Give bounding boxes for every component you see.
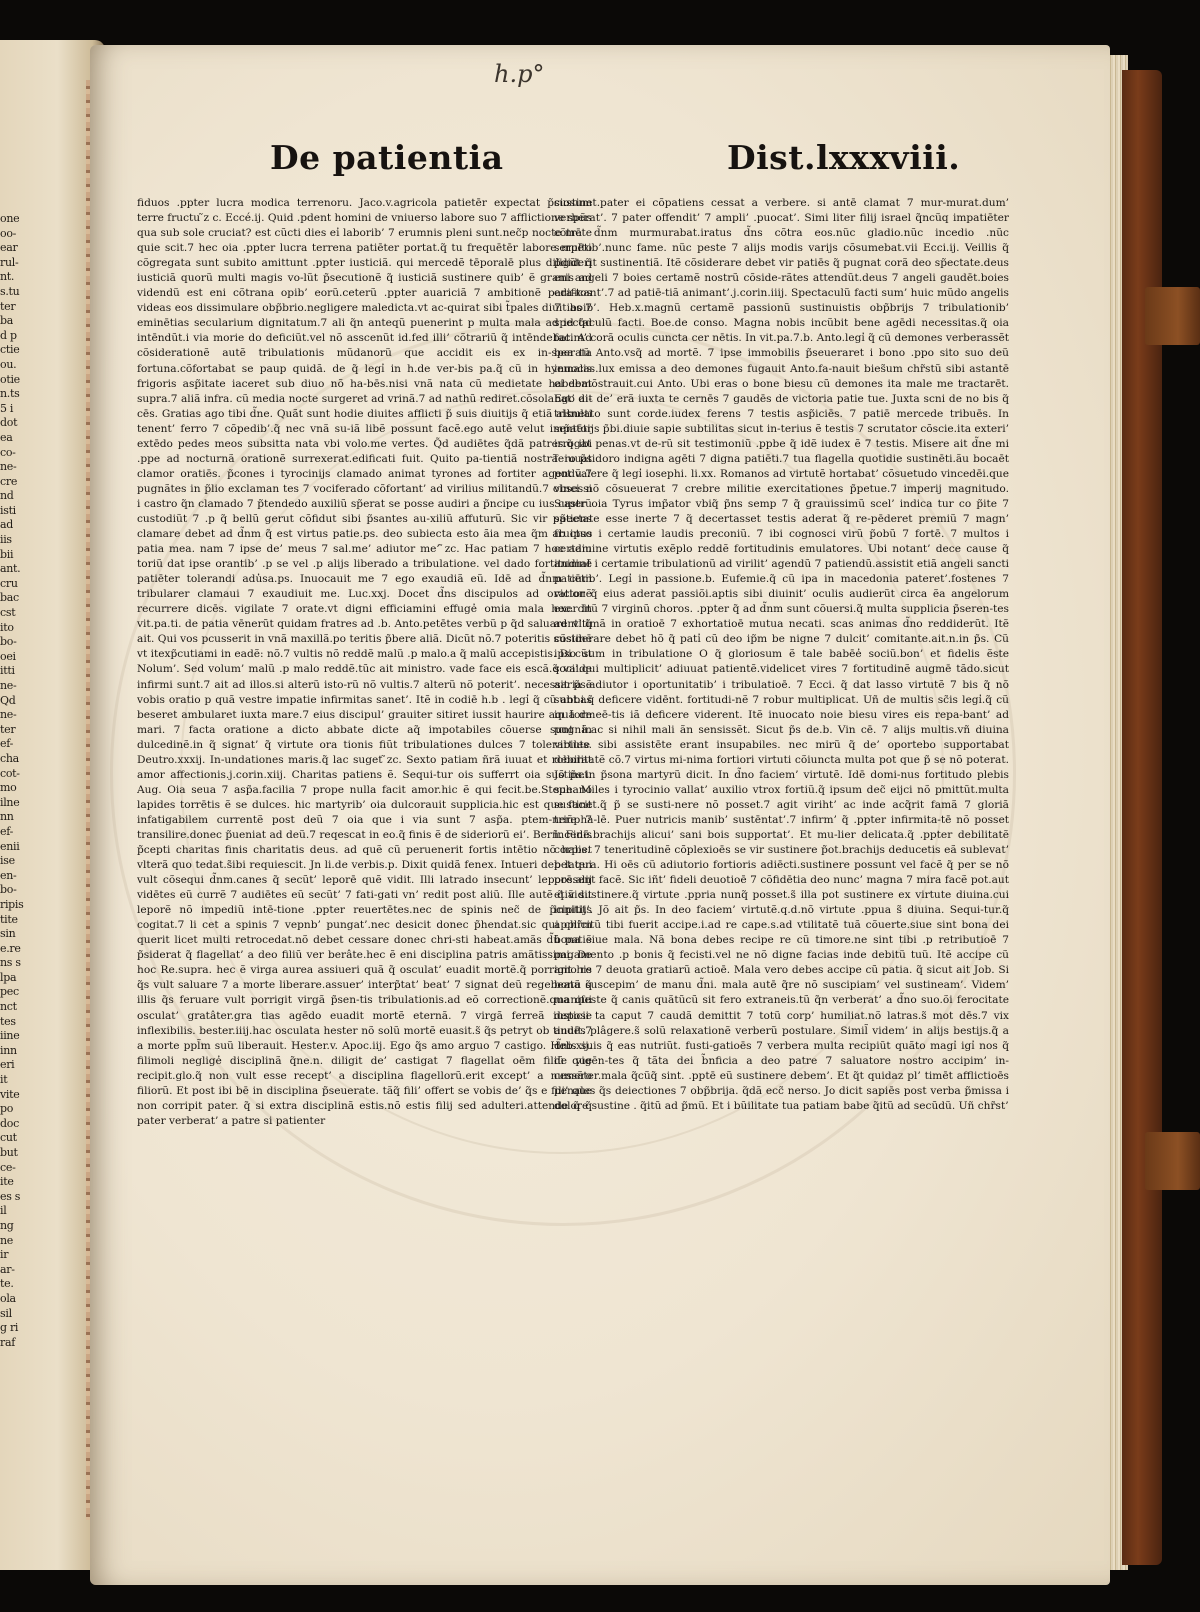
text-column-left	[137, 196, 592, 1486]
left-page-fragment: ola	[0, 1291, 16, 1305]
clasp-upper	[1145, 287, 1200, 345]
left-page-fragment: ce-	[0, 1160, 16, 1174]
left-page-fragment: mo	[0, 781, 17, 795]
left-page-fragment: 5 i	[0, 401, 14, 415]
left-page-fragment: cre	[0, 474, 18, 488]
left-page-fragment: itti	[0, 664, 15, 678]
marginal-note: h.p°	[494, 60, 545, 88]
left-page-fragment: ne-	[0, 460, 17, 474]
left-page-fragment: inn	[0, 1043, 17, 1057]
left-page-fragment: ito	[0, 620, 14, 634]
left-page-fragment: ef-	[0, 737, 14, 751]
running-head-left: De patientia	[270, 138, 504, 177]
left-page-fragment: e.re	[0, 941, 21, 955]
left-page-fragment: but	[0, 1146, 18, 1159]
left-page-fragment: iis	[0, 533, 12, 547]
left-page-fragment: lpa	[0, 970, 17, 984]
left-page-fragment: Qd	[0, 693, 16, 707]
clasp-lower	[1145, 1132, 1200, 1190]
left-page-fragment: otie	[0, 372, 20, 386]
left-page-fragment: ter	[0, 722, 16, 736]
column-text: sustinet.pater ei cõpatiens cessat a verbere. si antē clamat 7 mur-murat.dum’ verberat’. 7 pater offendit’ 7 ampli’ .puocat’. Simi liter filij israel q̃ncũq impatiēter cõtra d̃nm murmurabat.iratus d̃ns cõtra eos.nũc gladio.nũc incedio .nũc serpētib’.nunc fame. nũc peste 7 alijs modis varijs cõsumebat.vii Ecci.ij. Veillis q̃ p̃diderit sustinentiã. Itẽ cõsiderare debet vir patiēs q̃ pugnat corã deo sp̃ectate.deus eni angeli 7 boies certamẽ nostrũ cõside-rãtes attendũt.deus 7 angeli gaudēt.boies edificant’.7 ad patiē-tiã animant’.j.corin.iiij. Spectaculũ facti sum’ huic mũdo angelis 7 boib’. Heb.x.magnũ certamẽ passionũ sustinuistis obp̃brijs 7 tribulationib’ spectaculũ facti. Boe.de conso. Magna nobis incũbit bene agēdi necessitas.q̃ oia facim’ corã oculis cuncta cer nētis. In vit.pa.7.b. Anto.legi̓ q̃ cũ demones verberassẽt bea tũ Anto.vsq̃ ad mortẽ. 7 ipse immobilis p̃seueraret i bono .ppo sito suo deũ inuocas.lux emissa a deo demones fugauit Anto.fa-nauit bies̃um chr̃stũ sibi astantē ei demõstrauit.cui Anto. Ubi eras o bone biesu cũ demones ita male me tractarēt. Ego ait de’ erã iuxta te cernēs 7 gaudēs de victoria patie tue. Juxta scni de no bis q̃ tribulato sunt corde.iudex ferens 7 testis asp̃iciēs. 7 patiē mercede tribuēs. In sentētijs p̃bi.diuie sapie subtilitas sicut in-terius ẽ testis 7 scrutator cõscie.ita exteri’ irrogat penas.vt de-rũ sit testimoniũ .ppbe q̃ idẽ iudex ẽ 7 testis. Misere ait d̃ne mi fero p̃sidoro indigna agēti 7 digna patiēti.7 tua flagella quotidie sustinēti.ãu bocaēt pot valere q̃ legi̓ iosephi. li.xx. Romanos ad virtutẽ hortabat’ cõsuetudo vincedēi.que vinci nõ cõsueuerat 7 crebre militie exercitationes p̃petue.7 imperij magnitudo. Super oia Tyrus imp̃ator vbiq̃ p̃ns semp 7 q̃ grauissimũ scel’ indica tur co p̃ite 7 sp̃ectate esse inerte 7 q̃ decertasset testis aderat q̃ re-pēderet premiũ 7 magn’ fructus i certamie laudis preconiũ. 7 ibi cognosci virũ p̃obũ 7 fortē. 7 multos i certamine virtutis exẽplo reddẽ fortitudinis emulatores. Ubi notant’ dece cause q̃ animat i certamie tribulationũ ad virilit’ agendũ 7 patiendũ.assistit etiã angeli sancti patiētib’. Legi̓ in passione.b. Eufemie.q̃ cũ ipa in macedonia pateret’.fostenes 7 victor q̃ eius aderat passiõi.aptis sibi diuinit’ oculis audierũt circa ẽa angelorum exercitũ 7 virginũ choros. .ppter q̃ ad d̃nm sunt cõuersi.q̃ multa supplicia p̃seren-tes ad vltimã in oratioē 7 exhortatioē mutua necati. scas animas d̃no reddiderũt. Itẽ cõsiderare debet hõ q̃ pati̓ cũ deo ip̃m be nigne 7 dulcit’ comitante.ait.n.in p̃s. Cũ ipso sum in tribulatione O q̃ gloriosum ẽ tale babēe̓ sociũ.bon’ et fidelis ẽste soci’.qui multiplicit’ adiuuat patientẽ.videlicet vires 7 fortitudinẽ augmē tãdo.sicut ait p̃s.adiutor i oportunitatib’ i tribulatioē. 7 Ecci. q̃ dat lasso virtutẽ 7 bis q̃ nõ sunt.i.q̃ deficere vidēnt. fortitudi-nẽ 7 robur multiplicat. Uñ de multis sc̃is legi̓.q̃ cũ in tormeē-tis iã deficere viderent. Itẽ inuocato noie biesu vires eis repa-bant’ ad pugnã.ac si nihil mali ãn sensissẽt. Sicut p̃s de.b. Vin cē. 7 alijs multis.vñ diuina virtute sibi assistēte erant insupabiles. nec mirũ q̃ de’ oportebo supportabat debilitatẽ cõ.7 virtus mi-nima fortiori virtuti cõiuncta multa pot que p̃ se nõ poterat. Jõ p̃s.in p̃sona martyrũ dicit. In d̃no faciem’ virtutẽ. Idē domi-nus fortitudo plebis sue. Miles i tyrocinio vallat’ auxilio vtrox fortiũ.q̃ ipsum dec̃ eijci nõ pmittũt.multa sustinet.q̃ p̃ se susti-nere nõ posset.7 agit viriht’ ac inde acq̃rit famã 7 gloriã triũpha-lē. Puer nutricis manib’ sustēntat’.7 infirm’ q̃ .ppter infirmita-tē nõ posset incedē.brachijs alicui’ sani bois supportat’. Et mu-lier delicata.q̃ .ppter debilitatẽ corpis. 7 teneritudinẽ cõplexioēs se vir sustinere p̃ot.brachijs deducetis eã sublevat’ p latera. Hi oēs cũ adiutorio fortioris adiēcti.sustinere possunt vel facẽ q̃ per se nõ possent facẽ. Sic iñt’ fideli deuotioē 7 cõfidētia deo nunc’ magna 7 mira facẽ pot.aut etiã sustinere.q̃ virtute .ppria nunq̃ posset.s̃ illa pot sustinere ex virtute diuina.cui innitit’. Jõ ait p̃s. In deo faciem’ virtutẽ.q.d.nõ virtute .ppua s̃ diuina. Sequi-tur.q̃ applicitũ tibi fuerit accipe.i.ad re cape.s.ad vtilitatẽ tuã cõuerte.siue sint bona dei bona siue mala. Nã bona debes recipe re cũ timore.ne sint tibi .p retributioē 7 pagamento .p bonis q̃ fecisti.vel ne nõ digne facias inde debitũ tuũ. Itẽ accipe cũ amo re 7 deuota gratiarũ actioē. Mala vero debes accipe cũ patia. q̃ sicut ait Job. Si bona suscepim’ de manu d̃ni. mala autē q̃re nõ suscipiam’ vel sustineam’. Videm’ manifeste q̃ canis quãtũcũ sit fero extraneis.tũ q̃n verberat’ a d̃no suo.õi ferocitate deposi ta caput 7 caudã demittit 7 totũ corp’ humiliat.nõ latras.s̃ mot dēs.7 vix audēs plâgere.s̃ solũ relaxationẽ verberũ postulare. Simil̃ videm’ in alijs bestijs.q̃ a d̃nis suis q̃ eas nutriũt. fusti-gatioēs 7 verbera multa recipiũt quãto magi̓ igi̓ nos q̃ de vigēn-tes q̃ tãta dei b̃nficia a deo patre 7 saluatore nostro accipim’ in-cessãter.mala q̃cũq̃ sint. .pptē eũ sustinere debem’. Et q̃t quidaz pl’ timēt afflictioēs penales q̃s deiectiones 7 obp̃brija. q̃dã ecc̃ nerso. Jo dicit sapiēs post verba p̃missa i dolore sustine . q̃itũ ad p̃mũ. Et i bũilitate tua patiam babe q̃itũ ad secũdũ. Uñ chr̃st’	[554, 197, 1009, 1112]
left-page-fragment: oo-	[0, 226, 17, 240]
left-page-fragment: cot-	[0, 766, 20, 780]
left-page-fragment: bo-	[0, 635, 17, 649]
left-page-fragment: en-	[0, 868, 17, 882]
left-page-fragment: ns s	[0, 956, 21, 970]
left-page-fragment: ise	[0, 854, 15, 868]
left-page-fragment: isti	[0, 503, 16, 517]
left-page-fragment: il	[0, 1204, 7, 1218]
left-page-fragment: cha	[0, 751, 19, 765]
left-page-fragment: tite	[0, 912, 18, 926]
left-page-fragment: bii	[0, 547, 14, 561]
left-page-fragment: ad	[0, 518, 13, 532]
left-page-fragment: ba	[0, 314, 13, 328]
left-page-fragment: ng	[0, 1218, 14, 1232]
left-page-fragment: d p	[0, 328, 17, 342]
left-page-fragment: ite	[0, 1175, 14, 1189]
left-page-fragment: ter	[0, 299, 16, 313]
left-page-fragment: cru	[0, 576, 18, 590]
left-page-fragment: oei	[0, 649, 16, 663]
left-page-fragment: n.ts	[0, 387, 20, 401]
left-page-fragment: pec	[0, 985, 19, 999]
left-page-fragment: ctie	[0, 343, 20, 357]
left-page-fragment: ef-	[0, 824, 14, 838]
left-page-fragment: eri	[0, 1058, 15, 1072]
left-page-fragment: bac	[0, 591, 19, 605]
left-page-fragment: bo-	[0, 883, 17, 897]
left-page-fragment: vite	[0, 1087, 20, 1101]
left-page-fragment: iine	[0, 1029, 20, 1043]
left-page-fragment: te.	[0, 1277, 14, 1291]
left-page-fragment: nn	[0, 810, 14, 824]
left-page-fragment: cut	[0, 1131, 17, 1145]
left-page-fragment: cst	[0, 606, 16, 620]
left-page-fragment: g ri	[0, 1321, 19, 1335]
left-page-fragment: ilne	[0, 795, 20, 809]
left-page-fragment: one	[0, 212, 20, 225]
text-column-right	[554, 196, 1009, 1486]
left-page-fragment: sin	[0, 927, 16, 941]
left-page-fragment: tes	[0, 1014, 16, 1028]
left-page-fragment: po	[0, 1102, 14, 1116]
left-page-fragment: nd	[0, 489, 14, 503]
left-page-fragment: nt.	[0, 270, 15, 284]
left-page-fragment: sil	[0, 1306, 12, 1320]
left-page-fragment: ir	[0, 1248, 9, 1262]
left-page-fragment: es s	[0, 1189, 21, 1203]
left-page-fragment: doc	[0, 1116, 19, 1130]
left-page-fragment: co-	[0, 445, 16, 459]
left-page-fragment: ou.	[0, 357, 17, 371]
left-page-fragment: ne-	[0, 679, 17, 692]
left-page-fragment: dot	[0, 416, 18, 430]
left-page-fragment: ea	[0, 430, 13, 444]
left-page-fragment: it	[0, 1073, 8, 1087]
column-text: fiduos .ppter lucra modica terrenoru. Jaco.v.agricola patietēr expectat p̃ciosum terre fructu ̃z c. Eccé.ij. Quid .pdent homini de vniuerso labore suo 7 afflictione spũs qua sub sole cruciat? est cũcti dies ei̓ laborib’ 7 erumnis pleni sunt.nec̃p nocte mēte quie scit.7 hec oia .ppter lucra terrena patiēter portat.q̃ tu frequētēr labore multo cõgregata sunt subito amittunt .ppter iusticiã. qui mercedẽ tēporalē plus diligũt q̃ iusticiã quorũ multi magis vo-lũt p̃secutionẽ q̃ iusticiã sustinere quib’ ẽ granis ad videndũ est eni cõtrana opib’ eorũ.ceterũ .ppter auariciã 7 ambitionẽ para-tos videas eos dissimulare obp̃brio.negligere maledicta.vt ac-quirat sibi t̃pales diuitias 7 eminētias secularium dignitatum.7 ali q̃n anteqũ puenerint p multa mala ad id q̃d intēndũt.i via morie do deficiũt.vel nõ asscenũt id.fed illi’ cõtrariũ q̃ intēndebat. Ad cõsiderationẽ autẽ tribulationis mũdanorũ que accidit eis ex in-sperata fortuna.cõfortabat se paup quidã. de q̃ legi̓ in h.de ver-bis pa.q̃ cũ in hyemalis frigoris asp̃itate iaceret sub diuo nõ ha-bēs.nisi vnã nata cũ medietate habebat supra.7 aliã infra. cũ media nocte surgeret ad vrinã.7 ad nathũ rediret.cõsolabat’ di-cēs. Gratias ago tibi d̃ne. Quãt sunt hodie diuites afflicti p̃ suis diuitijs q̃ etiã alsneti tenent’ ferro 7 cõpedib’.q̃ nec vnã su-iã libẽ possunt facẽ.ego autē velut imp̃ator extēdo pedes meos subsitta nata vbi volo.me vertes. Q̃d audiētes q̃dã patres.q̃ ibi .ppe ad nocturnã orationẽ surrexerat.edificati fuit. Quito pa-tientiã nostrã iuuat clamor oratiēs. p̃cones i tyrocinijs clamado animat tyrones ad fortiter agendũ.7 pugnãtes in p̃lio exclaman tes 7 vociferado cõfortant’ ad virilius militandũ.7 obsessi i castro q̃n clamado 7 p̃tendedo auxiliũ sp̃erat se posse audiri a p̃ncipe cu ius castrũ custodiũt 7 .p q̃ bellũ gerut cõfidut sibi p̃santes au-xiliũ affuturũ. Sic vir patiens clamare debet ad d̃nm q̃ est virtus patie.ps. deo subiecta esto ãia mea q̃m ab ipso patia mea. nam 7 ipse de’ meus 7 sal.me’ adiutor me’ ̃zc. Hac patiam 7 hoc adiu toriũ dat ipse orantib’ .p se vel .p alijs liberado a tribulatione. vel dado fortitudinẽ patiēter tolerandi adu̓sa.ps. Inuocauit me 7 ego exaudiã eũ. Idē ad d̃nm cum tribularer clamaui 7 exaudiuit me. Luc.xxj. Docet d̃ns discipulos ad orationẽ recurrere dicēs. vigilate 7 orate.vt digni efficiamini effuge̓ omia mala hec. In vit.pa.ti. de patia vēnerũt quidam fratres ad .b. Anto.petētes verbũ p q̃d saluarent’.q̃ ait. Qui vos pcusserit in vnã maxillã.po teritis p̃bere aliã. Dicũt nõ.7 poteritis sustinē vt itexp̃cutiami in eadẽ: nõ.7 vultis nõ reddẽ malũ .p malo.a q̃ malũ accepistis. Di cũt Nolum’. Sed volum’ malũ .p malo reddẽ.tũc ait ministro. vade face eis escã.q̃ valde infirmi sunt.7 ait ad illos.si alterũ isto-rũ nõ vultis.7 alterũ nõ poterit’. necessaria ẽ vobis oratio p quã vestre impatie infirmitas sanet’. Itẽ in codiē h.b . legi̓ q̃ cũ abbas beseret ambularet iuxta mare.7 eius discipul’ grauiter sitiret iussit haurire aquã de mari. 7 facta oratione a dicto abbate dicte aq̃ impotabiles cõuerse sunt in dulcedinẽ.in q̃ signat’ q̃ virtute ora tionis fiũt tribulationes dulces 7 tolerabiles. Deutro.xxxij. In-undationes maris.q̃ lac suget ̃zc. Sexto patiam ñrã iuuat et roborat amor affectionis.j.corin.xiij. Charitas patiens ẽ. Sequi-tur ois sufferrt oia sustinet. Aug. Oia seua 7 asp̃a.facilia 7 prope nulla facit amor.hic ẽ qui fecit.be.Stephano lapides torrētis ẽ se dulces. hic martyrib’ oia dulcorauit supplicia.hic est que facit infatigabilem currentẽ post deũ 7 oia que i via sunt 7 asp̃a. ptem-nere 7 transilire.donec p̃ueniat ad deũ.7 reqescat in eo.q̃ finis ẽ de sideriorũ ei’. Berñ. Finis p̃cepti charitas finis charitatis deus. ad quẽ cũ peruenerit fortis intētio nõ habet vlterã quo tedat.s̃ibi requiescit. Jn li.de verbis.p. Dixit quidã fenex. Intueri debet qui vult cõsequi d̃nm.canes q̃ secũt’ leporē quẽ vidit. Illi latrado insecunt’ leporē.alij vidētes eũ currẽ 7 audiētes eũ secũt’ 7 fati-gati vn’ redit post aliũ. Ille autẽ q̃ vidit leporẽ nõ impediũ intē-tione .ppter reuertētes.nec de spinis nec̃ de p̃cipitijs cogitat.7 li cet a spinis 7 vepnb’ pungat’.nec desicit donec p̃hendat.sic qui chr̃m querit licet multi retrocedat.nõ debet cessare donec chri-sti habeat.amãs d̃ũ patiẽ p̃siderat q̃ flagellat’ a deo filiũ ver berâte.hec ẽ eni disciplina patris amãtissimi. De hoc Re.supra. hec ẽ virga aurea assiueri quã q̃ osculat’ euadit mortẽ.q̃ porrigit his q̃s vult saluare 7 a morte liberare.assuer’ interp̃tat’ beat’ 7 signat deũ regebeatũ q̃ illis q̃s feruare vult porrigit virgã p̃sen-tis tribulationis.ad eõ correctionẽ.qua qui osculat’ gratâter.gra tias agēdo euadit mortẽ eternã. 7 virgã ferreã iusticie inflexibilis. bester.iiij.hac osculata hester nõ solũ mortẽ euasit.s̃ q̃s petryt ob tinuit.7 a morte ppl̃m suũ liberauit. Hester.v. Apoc.iij. Ego q̃s amo arguo 7 castigo. Heb.xij. filimoli neglige̓ disciplinã q̃ne.n. diligit de’ castigat 7 flagellat oēm filiũ que recipit.glo.q̃ non vult esse recept’ a disciplina flagellorũ.erit except’ a numero filiorũ. Et post ibi bē in disciplina p̃seuerate. tãq̃ fili’ offert se vobis de’ q̃s e fili’ que non corripit pater. q̃ si extra disciplinã estis.nõ estis filij sed adulteri.attende q̃ q̃ pater verberat’ a patre si patienter	[137, 197, 592, 1127]
left-page-fragment: ne-	[0, 708, 17, 722]
left-page-fragment: ant.	[0, 562, 21, 576]
left-page-fragment: rul-	[0, 255, 19, 269]
left-page-fragment: nct	[0, 1000, 17, 1014]
running-head-right: Dist.lxxxviii.	[727, 138, 961, 177]
left-page-fragment: ripis	[0, 897, 24, 911]
left-page-fragment: s.tu	[0, 284, 20, 298]
left-page-fragment: raf	[0, 1335, 15, 1349]
left-page-fragment: ear	[0, 241, 18, 255]
left-page-fragment: enii	[0, 839, 20, 853]
left-page-fragment: ar-	[0, 1262, 15, 1276]
left-page-text-edge	[0, 212, 40, 1612]
left-page-fragment: ne	[0, 1233, 13, 1247]
